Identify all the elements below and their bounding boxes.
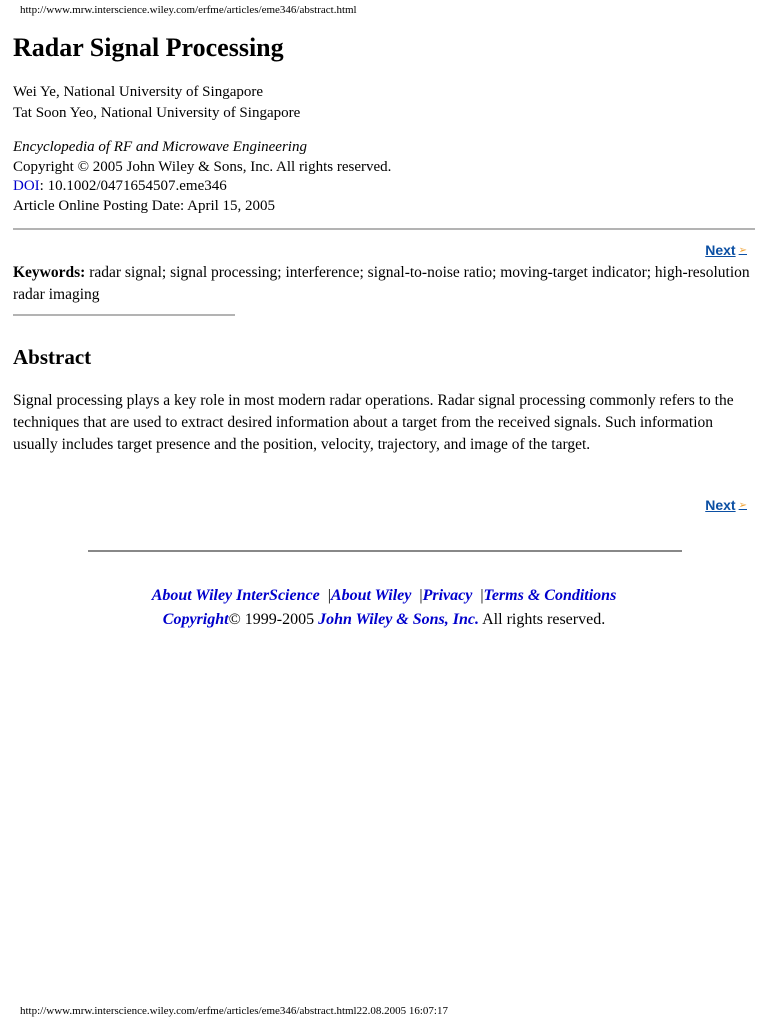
footer-copyright	[0, 608, 768, 632]
next-link-top[interactable]	[705, 242, 747, 258]
footer-link-terms[interactable]: Terms & Conditions	[483, 587, 617, 604]
copyright-line: Copyright © 2005 John Wiley & Sons, Inc. All rights reserved.	[13, 158, 392, 175]
keywords-text: radar signal; signal processing; interference; signal-to-noise ratio; moving-target indicator; high-resolution radar imaging	[13, 264, 750, 303]
next-link-bottom[interactable]	[705, 497, 747, 513]
footer-separator: |	[480, 587, 484, 604]
doi-value: : 10.1002/0471654507.eme346	[39, 178, 227, 194]
footer-copyright-link[interactable]: Copyright	[162, 611, 229, 628]
keywords-label: Keywords:	[13, 264, 86, 281]
footer-link-privacy[interactable]: Privacy	[422, 587, 473, 604]
abstract-heading: Abstract	[13, 345, 92, 369]
source-info	[13, 138, 391, 216]
divider-top	[13, 228, 755, 230]
footer-separator: |	[327, 587, 331, 604]
divider-keywords	[13, 314, 235, 316]
abstract-text: Signal processing plays a key role in most modern radar operations. Radar signal processing commonly refers to the techniques that are used to extract desired information about a target from the received signals. Such information usually includes target presence and the position, velocity, trajectory, and image of the target.	[13, 392, 734, 453]
author-2: Tat Soon Yeo, National University of Singapore	[13, 105, 301, 121]
site-footer	[0, 584, 768, 632]
print-footer-url: http://www.mrw.interscience.wiley.com/erfme/articles/eme346/abstract.html22.08.2005 16:07:17	[20, 1005, 448, 1017]
next-arrow-icon: ➢	[738, 244, 747, 256]
next-arrow-icon: ➢	[738, 499, 747, 511]
footer-link-about-interscience[interactable]: About Wiley InterScience	[151, 587, 320, 604]
footer-separator: |	[419, 587, 423, 604]
divider-footer	[88, 550, 682, 552]
footer-rights: All rights reserved.	[479, 611, 606, 628]
doi-link[interactable]: DOI	[13, 178, 40, 194]
footer-company-link[interactable]: John Wiley & Sons, Inc.	[318, 611, 479, 628]
posting-date: Article Online Posting Date: April 15, 2005	[13, 197, 276, 214]
footer-link-about-wiley[interactable]: About Wiley	[330, 587, 412, 604]
footer-links	[0, 584, 768, 608]
journal-title: Encyclopedia of RF and Microwave Engineering	[13, 139, 307, 155]
doi-line	[13, 177, 391, 197]
footer-copyright-years: © 1999-2005	[228, 611, 319, 628]
author-list	[13, 82, 300, 124]
next-label: Next	[705, 242, 736, 258]
next-label: Next	[705, 497, 736, 513]
article-title: Radar Signal Processing	[13, 33, 284, 62]
print-header-url: http://www.mrw.interscience.wiley.com/erfme/articles/eme346/abstract.html	[20, 4, 357, 16]
keywords-section	[13, 262, 753, 306]
author-1: Wei Ye, National University of Singapore	[13, 84, 264, 100]
